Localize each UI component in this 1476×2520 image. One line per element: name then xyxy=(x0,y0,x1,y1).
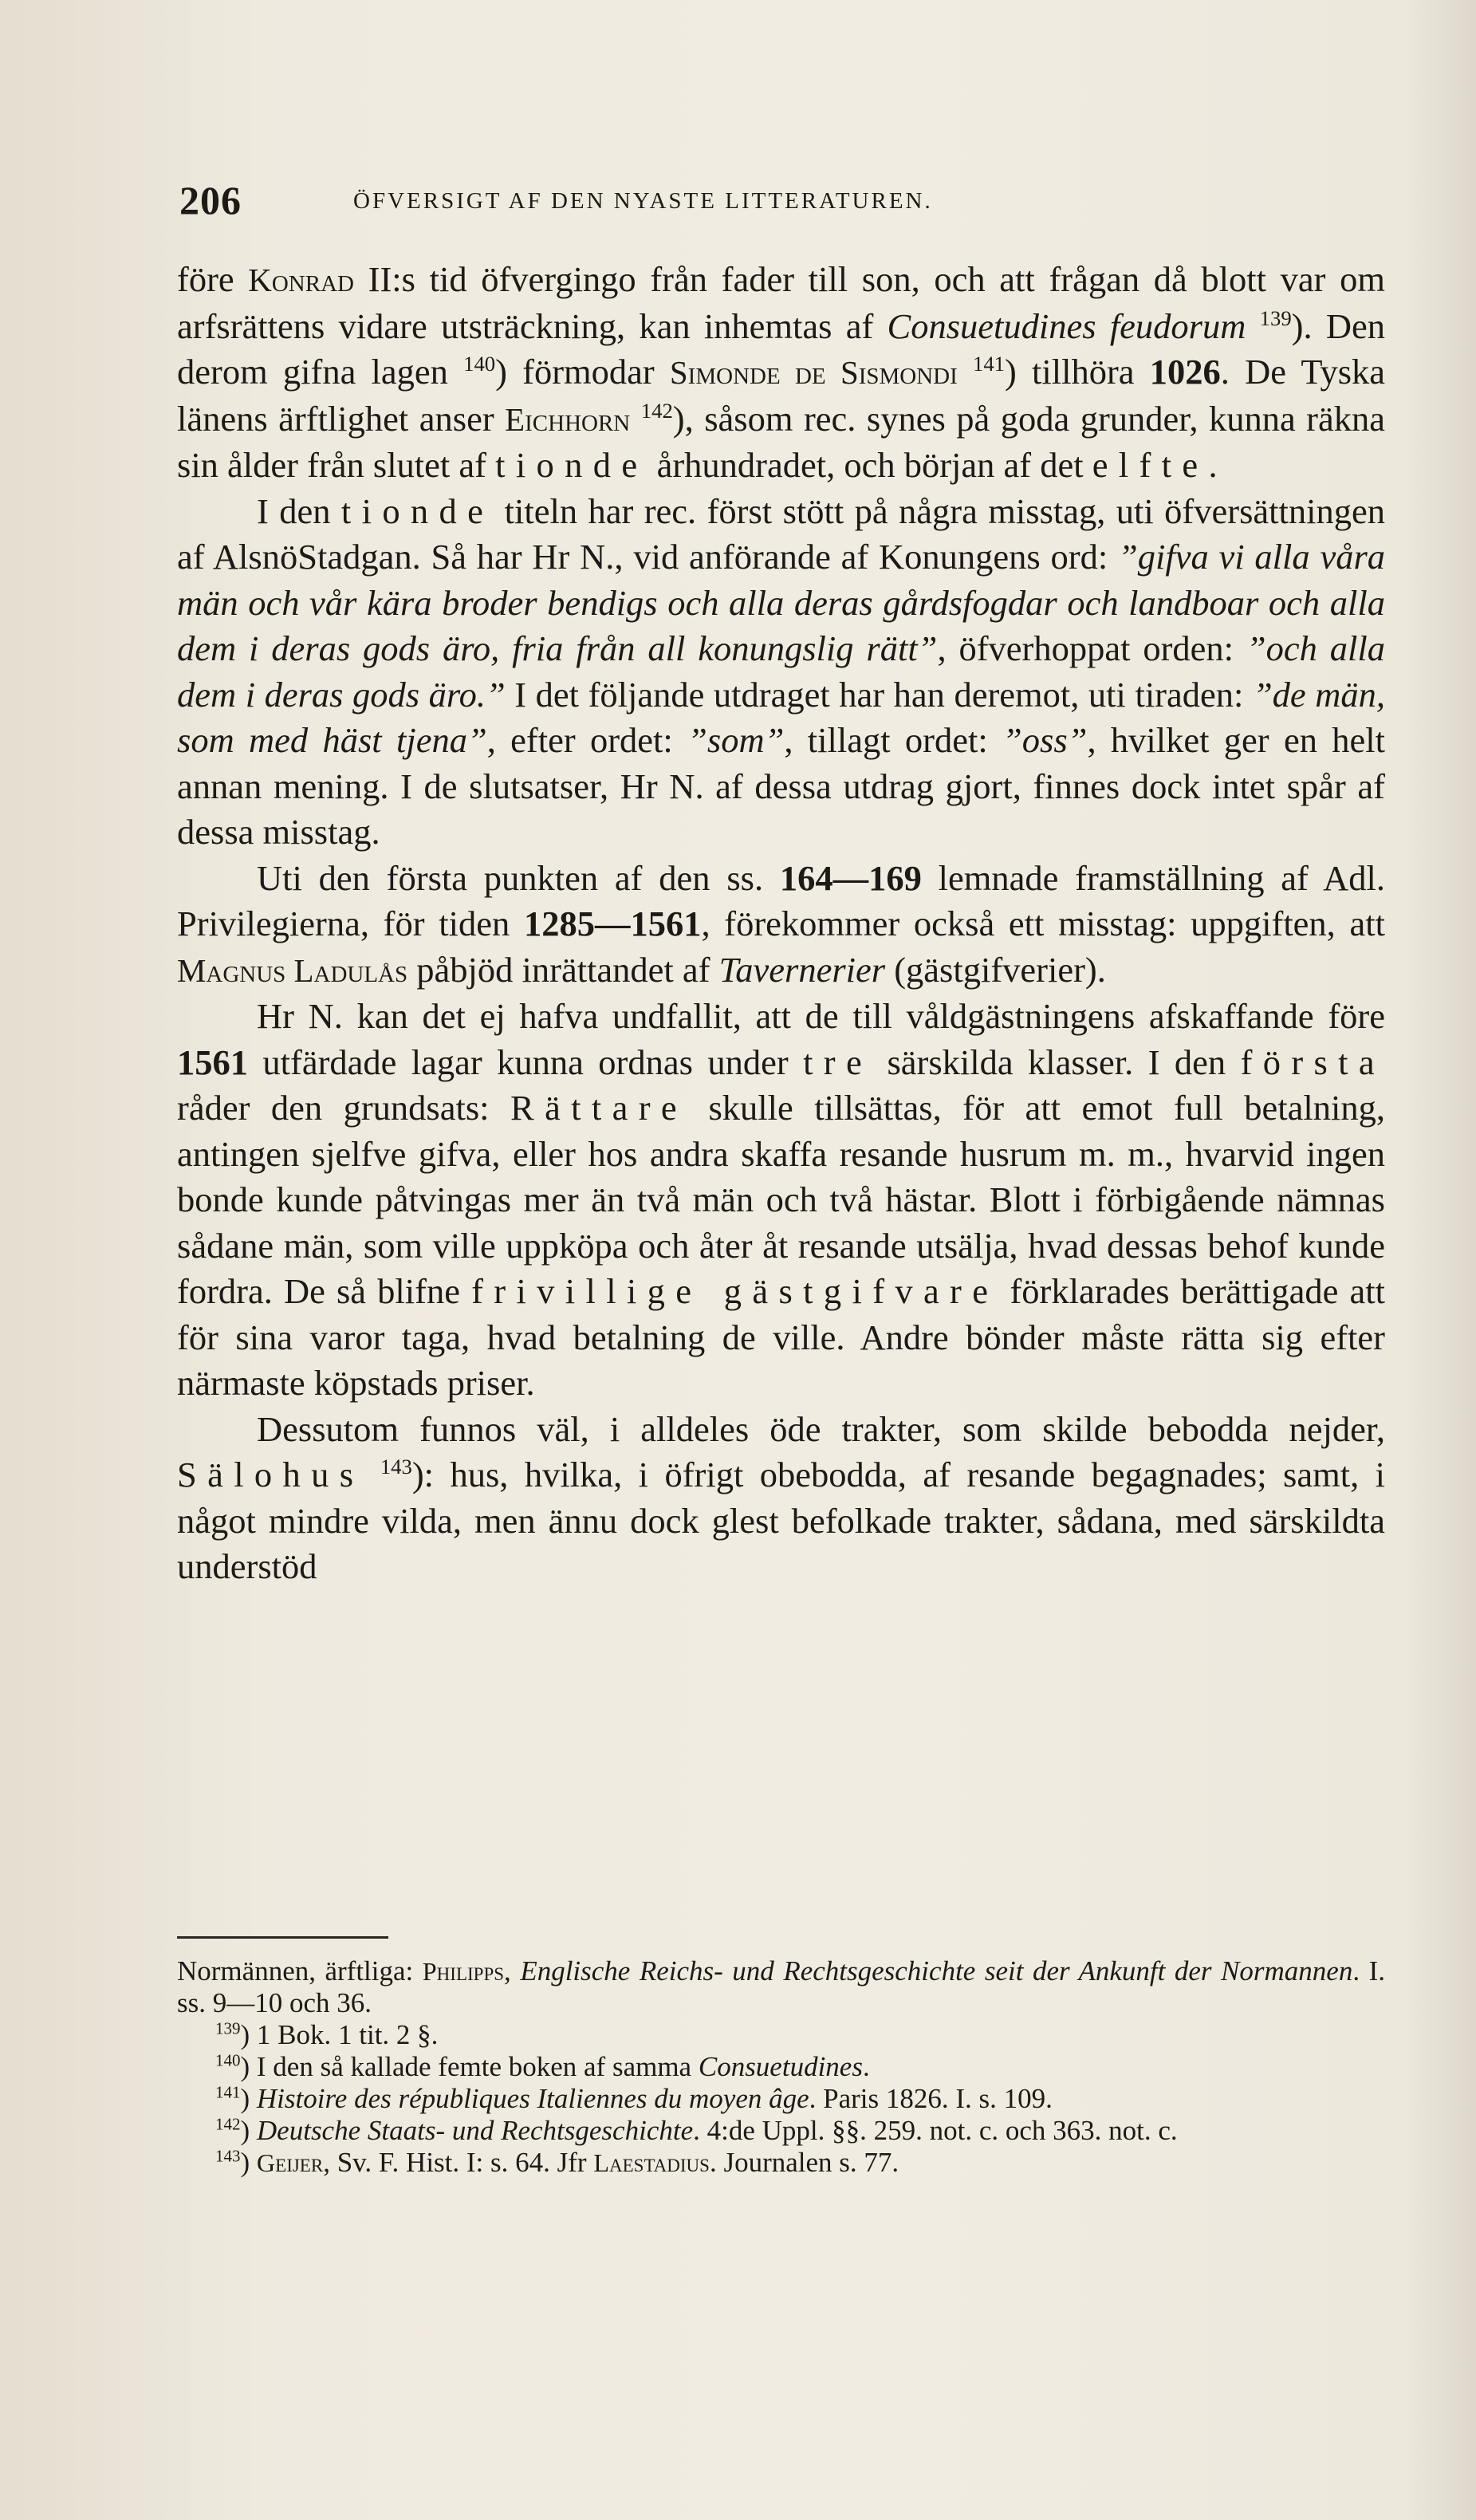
text-run: I den xyxy=(257,490,341,531)
spaced-word: elfte xyxy=(1092,445,1209,485)
text-run: Hr N. kan det ej hafva undfallit, att de till våldgästningens afskaffande före xyxy=(257,996,1385,1036)
main-text xyxy=(177,257,1385,1590)
person-name: Simonde de Sismondi xyxy=(669,355,958,391)
footnote-142 xyxy=(177,2115,1385,2147)
year-range: 1285—1561 xyxy=(523,904,702,943)
work-title: Englische Reichs- und Rechtsgeschichte seit der Ankunft der Normannen xyxy=(520,1955,1353,1986)
spaced-word: tre xyxy=(803,1041,873,1082)
footnote-mark: 139 xyxy=(215,2018,241,2038)
spaced-word: första xyxy=(1240,1041,1385,1082)
text-run: särskilda klasser. I den xyxy=(872,1041,1241,1082)
text-run: ) 1 Bok. 1 tit. 2 §. xyxy=(240,2019,439,2050)
paragraph-5 xyxy=(177,1407,1385,1590)
text-run: II:s tid öfvergingo från fader till son, och att frågan då blott var om arfsrättens vidare utsträckning, kan inhemtas af xyxy=(177,259,1385,346)
work-title: Consuetudines xyxy=(698,2051,863,2082)
footnote-ref-142: 142 xyxy=(640,398,673,423)
page-number: 206 xyxy=(179,178,242,222)
text-run: råder den grundsats: xyxy=(177,1088,511,1128)
text-run: . 4:de Uppl. §§. 259. not. c. och 363. not. c. xyxy=(693,2115,1178,2146)
text-run: århundradet, och början af det xyxy=(647,445,1092,485)
running-head: ÖFVERSIGT AF DEN NYASTE LITTERATUREN. xyxy=(353,188,933,214)
text-run: titeln har rec. först stött på några misstag, uti öfversättningen af AlsnöStadgan. Så har Hr N., vid anförande af Konungens ord: xyxy=(177,490,1385,577)
text-run: ) I den så kallade femte boken af samma xyxy=(240,2051,699,2082)
spaced-word: tionde xyxy=(340,490,494,531)
gutter-shadow xyxy=(1404,0,1476,2520)
work-title: Histoire des républiques Italiennes du moyen âge xyxy=(256,2083,809,2114)
quotation: ”de män, som med häst tjena” xyxy=(177,674,1386,760)
text-run: ) xyxy=(240,2147,257,2178)
text-run: . xyxy=(1208,445,1218,485)
text-run: , efter ordet: xyxy=(486,720,688,760)
paragraph-4 xyxy=(177,994,1385,1407)
text-run: . De Tyska länens ärftlighet anser xyxy=(177,352,1386,439)
person-name: Eichhorn xyxy=(505,401,631,438)
text-run: . I. ss. 9—10 och 36. xyxy=(177,1955,1385,2018)
text-run: , Sv. F. Hist. I: s. 64. Jfr xyxy=(323,2147,594,2178)
footnote-ref-141: 141 xyxy=(972,351,1005,376)
work-title: Deutsche Staats- und Rechtsgeschichte xyxy=(256,2115,694,2146)
footnote-mark: 141 xyxy=(215,2082,241,2102)
text-run: , tillagt ordet: xyxy=(784,720,1003,760)
spaced-word: tionde xyxy=(495,445,648,485)
italic-term: Tavernerier xyxy=(718,949,886,990)
text-run: . xyxy=(862,2051,870,2082)
person-name: Magnus Ladulås xyxy=(177,952,408,989)
year: 1026 xyxy=(1149,352,1221,392)
spaced-word: frivillige gästgifvare xyxy=(471,1271,999,1311)
footnote-mark: 143 xyxy=(215,2146,241,2166)
text-run: I det följande utdraget har han deremot, uti tiraden: xyxy=(505,674,1253,715)
spaced-word: Sälohus xyxy=(177,1455,364,1494)
text-run: . Paris 1826. I. s. 109. xyxy=(809,2083,1053,2114)
quotation: ”oss” xyxy=(1002,720,1088,760)
footnote-143 xyxy=(177,2147,1385,2179)
text-run: ) förmodar xyxy=(495,352,670,392)
footnote-mark: 140 xyxy=(215,2050,241,2070)
footnote-ref-140: 140 xyxy=(463,351,496,376)
paragraph-2 xyxy=(177,489,1385,856)
person-name: Konrad xyxy=(248,262,354,298)
text-run: , öfverhoppat orden: xyxy=(937,628,1246,668)
text-run: utfärdade lagar kunna ordnas under xyxy=(248,1041,804,1082)
text-run: förklarades berättigade att för sina varor taga, hvad betalning de ville. Andre bönder måste rätta sig efter närmaste köpstads priser. xyxy=(177,1271,1386,1403)
footnote-139 xyxy=(177,2019,1385,2051)
footnote-ref-139: 139 xyxy=(1259,305,1292,330)
page-header xyxy=(179,177,1384,233)
person-name: Geijer xyxy=(256,2148,324,2177)
text-run: ) tillhöra xyxy=(1005,352,1150,392)
person-name: Philipps xyxy=(422,1957,505,1986)
paragraph-1 xyxy=(177,257,1385,489)
footnote-140 xyxy=(177,2051,1385,2083)
text-run: Normännen, ärftliga: xyxy=(177,1955,423,1986)
text-run: , xyxy=(504,1955,521,1986)
footnotes xyxy=(177,1955,1385,2179)
footnote-mark: 142 xyxy=(215,2114,241,2134)
quotation: ”och alla dem i deras gods äro.” xyxy=(177,628,1385,715)
text-run: , förekommer också ett misstag: uppgiften, att xyxy=(701,904,1385,943)
text-run: ), såsom rec. synes på goda grunder, kunna räkna sin ålder från slutet af xyxy=(177,398,1386,485)
text-run: påbjöd inrättandet af xyxy=(407,949,719,990)
work-title: Consuetudines feudorum xyxy=(887,305,1246,346)
paragraph-3 xyxy=(177,856,1385,994)
footnote-ref-143: 143 xyxy=(380,1454,412,1479)
footnote-141 xyxy=(177,2083,1385,2115)
text-run: ). Den derom gifna lagen xyxy=(177,305,1385,392)
text-run: före xyxy=(177,259,249,299)
text-run: . Journalen s. 77. xyxy=(709,2147,899,2178)
text-run: lemnade framställning af Adl. Privilegierna, för tiden xyxy=(177,857,1386,943)
text-run: ) xyxy=(240,2115,257,2146)
quotation: ”som” xyxy=(687,720,785,760)
text-run: Uti den första punkten af den ss. xyxy=(257,857,780,898)
text-run: ) xyxy=(240,2083,257,2114)
text-run: , hvilket ger en helt annan mening. I de slutsatser, Hr N. af dessa utdrag gjort, finnes dock intet spår af dessa misstag. xyxy=(177,720,1385,852)
person-name: Laestadius xyxy=(593,2148,710,2177)
footnote-separator xyxy=(177,1936,388,1939)
quotation: ”gifva vi alla våra män och vår kära broder bendigs och alla deras gårdsfogdar och landboar och alla dem i deras gods äro, fria från all konungslig rätt” xyxy=(177,537,1386,668)
text-run: (gästgifverier). xyxy=(885,949,1106,990)
year: 1561 xyxy=(177,1041,248,1082)
footnote-continuation xyxy=(177,1955,1385,2019)
text-run: Dessutom funnos väl, i alldeles öde trakter, som skilde bebodda nejder, xyxy=(257,1408,1385,1449)
spaced-word: Rättare xyxy=(510,1088,687,1128)
text-run: skulle tillsättas, för att emot full betalning, antingen sjelfve gifva, eller hos andra skaffa resande husrum m. m., hvarvid ingen bonde kunde påtvingas mer än två män och två hästar. Blott i förbigående nämnas sådane män, som ville uppköpa och åter åt resande utsälja, hvad dessas behof kunde fordra. De så blifne xyxy=(177,1088,1385,1311)
page-range: 164—169 xyxy=(779,857,922,898)
text-run: ): hus, hvilka, i öfrigt obebodda, af resande begagnades; samt, i något mindre vilda, men ännu dock glest befolkade trakter, sådana, med särskildta understöd xyxy=(177,1455,1385,1586)
